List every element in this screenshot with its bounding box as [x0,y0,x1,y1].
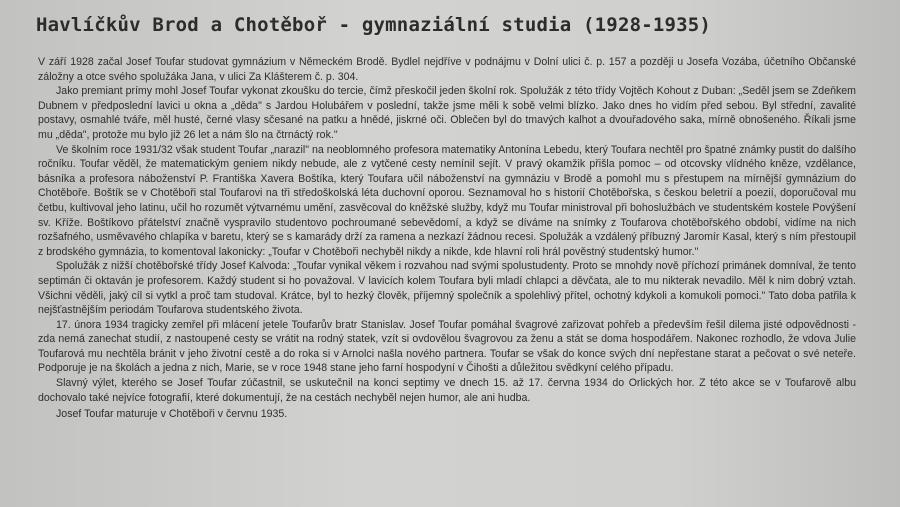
paragraph-5: 17. února 1934 tragicky zemřel při mlácení jetele Toufarův bratr Stanislav. Josef Toufar pomáhal švagrové zařizovat pohřeb a především řešil dilema jisté odpovědnosti - zda nemá zanechat studií, z nastoupené cesty se vrátit na rodný statek, vzít si ovdovělou švagrovou za ženu a stát se doma hospodářem. Nakonec rozhodlo, že vdova Julie Toufarová mu nechtěla bránit v jeho životní cestě a do roka si v Arnolci našla nového partnera. Toufar se však do konce svých dní nepřestane starat a pečovat o své neteře. Podporuje je na školách a jedna z nich, Marie, se v roce 1948 stane jeho farní hospodyní v Čihošti a důležitou svědkyní celého případu. [38,318,856,375]
paragraph-2: Jako premiant prímy mohl Josef Toufar vykonat zkoušku do tercie, čímž přeskočil jeden školní rok. Spolužák z této třídy Vojtěch Kohout z Duban: „Seděl jsem se Zdeňkem Dubnem v předposlední lavici u okna a „děda" s Jardou Holubářem v poslední, takže jsme měli k sobě velmi blízko. Jako dnes ho vidím před sebou. Byl střední, zavalité postavy, osmahlé tváře, měl husté, černé vlasy sčesané na patku a hnědé, jiskrné oči. Oblečen byl do tmavých kalhot a dvouřadového saka, mírně obnošeného. Říkali jsme mu „děda", protože mu bylo již 26 let a nám šlo na čtrnáctý rok." [38,85,856,141]
paragraph-1: V září 1928 začal Josef Toufar studovat gymnázium v Německém Brodě. Bydlel nejdříve v podnájmu v Dolní ulici č. p. 157 a později u Josefa Vozába, účetního Občanské záložny a otce svého spolužáka Jana, v ulici Za Klášterem č. p. 304. [38,56,856,83]
paragraph-6: Slavný výlet, kterého se Josef Toufar zúčastnil, se uskutečnil na konci septimy ve dnech 15. až 17. června 1934 do Orlických hor. Z této akce se v Toufarově albu dochovalo také nejvíce fotografií, které dokumentují, že na cestách nechyběl nejen humor, ale ani hudba. [38,377,856,404]
paragraph-3: Ve školním roce 1931/32 však student Toufar „narazil" na neoblomného profesora matematiky Antonína Lebedu, který Toufara nechtěl pro špatné známky pustit do dalšího ročníku. Toufar věděl, že matematickým geniem nikdy nebude, ale z vytčené cesty nemínil sejít. V pravý okamžik přišla pomoc – od otcovsky vlídného kněze, vzdělance, básníka a profesora náboženství P. Františka Xavera Boštíka, který Toufara učil náboženství na gymnáziu v Brodě a pomohl mu s přestupem na mírnější gymnázium do Chotěboře. Boštík se v Chotěboři stal Toufarovi na tři středoškolská léta duchovní oporou. Seznamoval ho s historií Chotěbořska, s českou beletrií a poezií, doporučoval mu četbu, kultivoval jeho latinu, učil ho rozumět výtvarnému umění, zasvěcoval do kněžské služby, když mu Toufar ministroval při bohoslužbách ve studentském kostele Povýšení sv. Kříže. Boštíkovo přátelství značně vyspravilo studentovo pochroumané sebevědomí, a když se díváme na snímky z Toufarova chotěbořského období, vidíme na nich rozšafného, usměvavého chlapíka v baretu, který se s kamarády drží za ramena a nezkazí žádnou recesi. Spolužák a vzdálený příbuzný Jaromír Kasal, který s ním přestoupil z brodského gymnázia, to komentoval lakonicky: „Toufar v Chotěboři nechyběl nikdy a nikde, kde hlavní roli hrál pověstný studentský humor." [38,143,856,258]
paragraph-4: Spolužák z nižší chotěbořské třídy Josef Kalvoda: „Toufar vynikal věkem i rozvahou nad svými spolustudenty. Proto se mnohdy nově příchozí primánek domníval, že tento septimán či oktaván je profesorem. Každý student si ho považoval. V lavicích kolem Toufara byli mladí chlapci a děvčata, ale to mu nikterak nevadilo. Měl k nim dobrý vztah. Všichni věděli, jaký cíl si vytkl a proč tam studoval. Krátce, byl to hezký člověk, příjemný společník a spolehlivý přítel, ochotný kdykoli a komukoli pomoci." Tato doba patřila k nejšťastnějším periodám Toufarova studentského života. [38,260,856,317]
body-text [38,55,856,422]
paragraph-7: Josef Toufar maturuje v Chotěboři v červnu 1935. [56,408,288,421]
page-title: Havlíčkův Brod a Chotěboř - gymnaziální studia (1928-1935) [36,14,712,36]
